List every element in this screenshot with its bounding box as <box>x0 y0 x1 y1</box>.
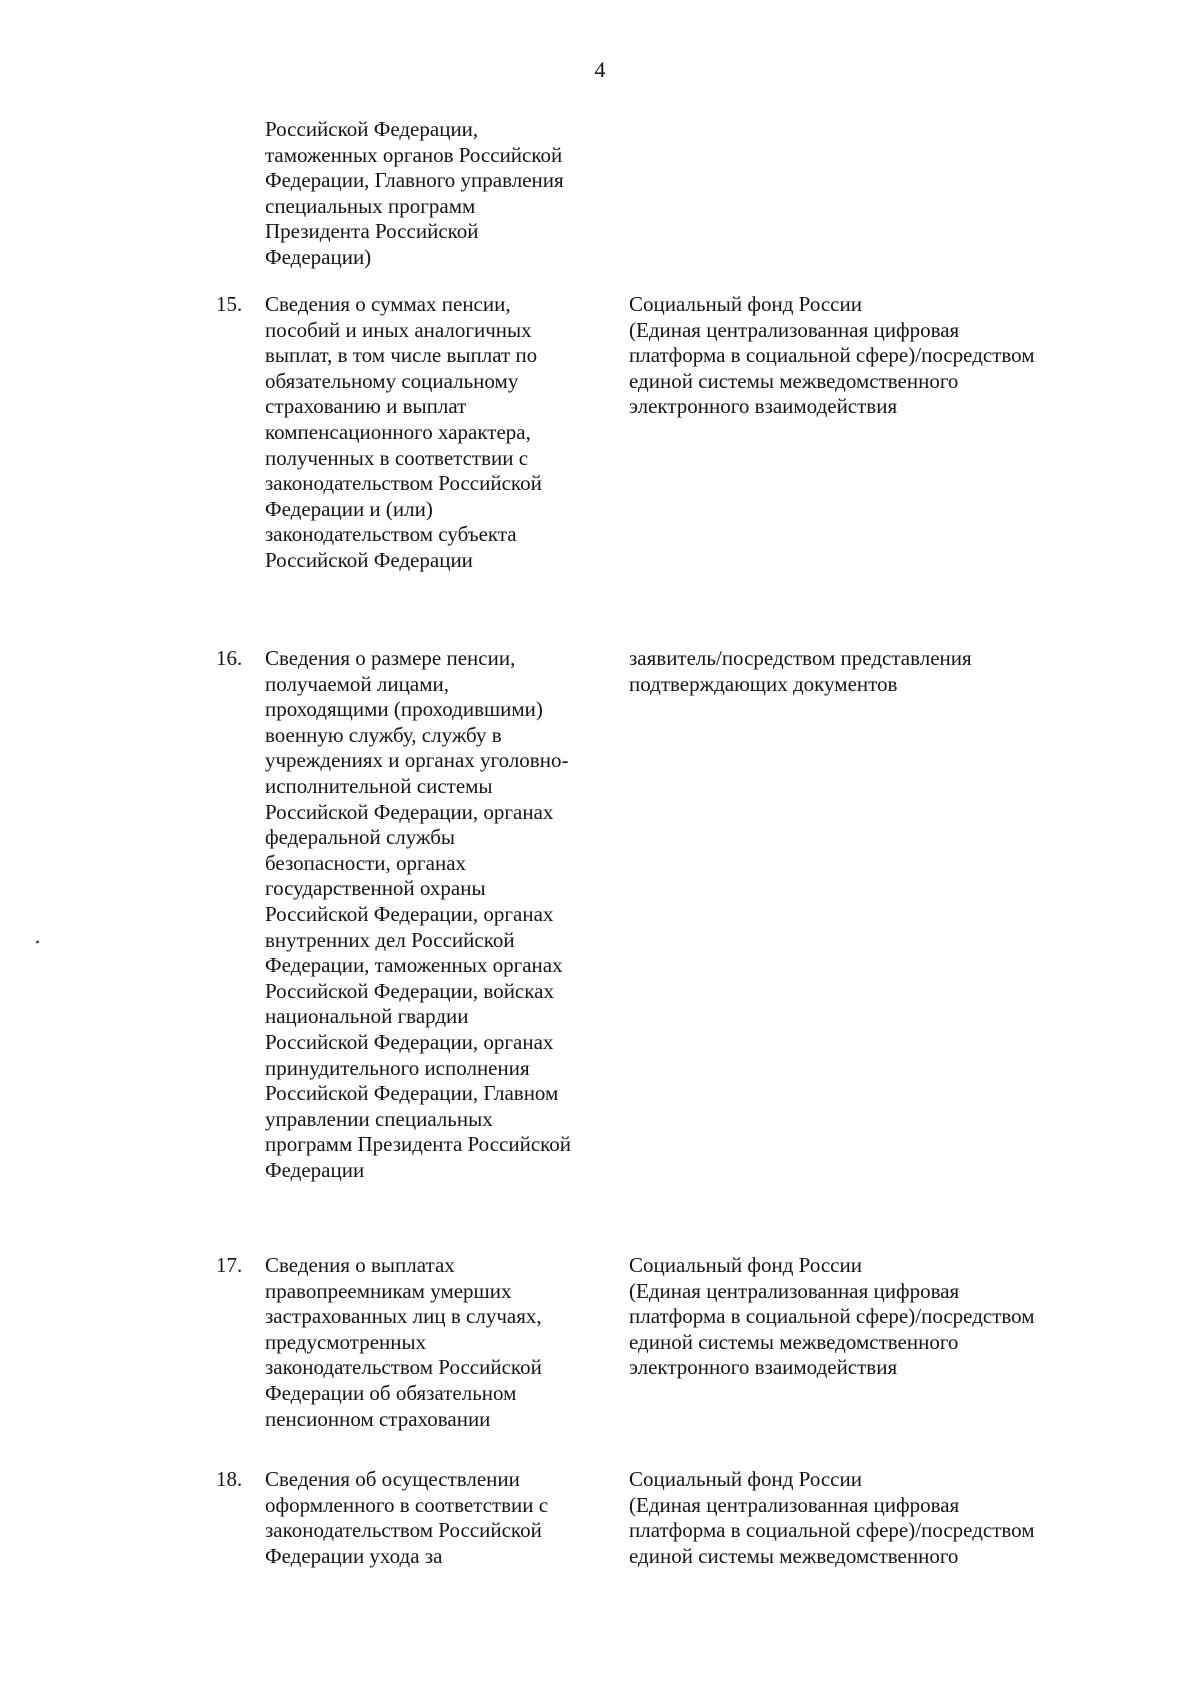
document-description <box>265 646 625 1183</box>
information-source <box>629 1253 1129 1381</box>
document-description <box>265 1253 625 1432</box>
text-line: управлении специальных <box>265 1106 493 1131</box>
text-line: платформа в социальной сфере)/посредством <box>629 343 1035 368</box>
text-line: Социальный фонд России <box>629 1253 862 1277</box>
text-line: Федерации, таможенных органах <box>265 953 563 978</box>
text-line: выплат, в том числе выплат по <box>265 343 538 368</box>
text-line: правопреемникам умерших <box>265 1278 512 1303</box>
text-line: застрахованных лиц в случаях, <box>265 1304 542 1329</box>
text-line: Федерации) <box>265 244 372 269</box>
text-line: учреждениях и органах уголовно- <box>265 748 569 773</box>
information-source <box>629 292 1129 420</box>
document-description <box>265 1467 625 1569</box>
text-line: Российской Федерации, Главном <box>265 1081 559 1106</box>
text-line: получаемой лицами, <box>265 671 449 696</box>
text-line: федеральной службы <box>265 825 455 850</box>
text-line: платформа в социальной сфере)/посредством <box>629 1304 1035 1329</box>
text-line: безопасности, органах <box>265 850 467 875</box>
text-line: платформа в социальной сфере)/посредством <box>629 1518 1035 1543</box>
text-line: Российской Федерации, войсках <box>265 978 554 1003</box>
text-line: внутренних дел Российской <box>265 927 515 952</box>
text-line: специальных программ <box>265 193 476 218</box>
text-line: Социальный фонд России <box>629 1467 862 1491</box>
text-line: обязательному социальному <box>265 368 519 393</box>
text-line: электронного взаимодействия <box>629 394 898 419</box>
text-line: Российской Федерации, органах <box>265 1029 554 1054</box>
item-number: 17. <box>216 1253 243 1277</box>
text-line: Федерации, Главного управления <box>265 168 564 193</box>
information-source <box>629 646 1129 697</box>
document-description <box>265 117 625 271</box>
item-number: 15. <box>216 292 243 316</box>
text-line: (Единая централизованная цифровая <box>629 317 960 342</box>
text-line: Сведения о выплатах <box>265 1253 455 1277</box>
text-line: законодательством Российской <box>265 471 542 496</box>
text-line: полученных в соответствии с <box>265 445 529 470</box>
text-line: заявитель/посредством представления <box>629 646 972 670</box>
text-line: программ Президента Российской <box>265 1132 572 1157</box>
text-line: Федерации <box>265 1157 365 1182</box>
text-line: Сведения о суммах пенсии, <box>265 292 511 316</box>
text-line: пенсионном страховании <box>265 1406 491 1431</box>
text-line: Российской Федерации <box>265 547 473 572</box>
text-line: таможенных органов Российской <box>265 142 563 167</box>
text-line: проходящими (проходившими) <box>265 697 543 722</box>
text-line: компенсационного характера, <box>265 419 531 444</box>
text-line: Социальный фонд России <box>629 292 862 316</box>
text-line: электронного взаимодействия <box>629 1355 898 1380</box>
text-line: единой системы межведомственного <box>629 1329 959 1354</box>
text-line: законодательством Российской <box>265 1355 542 1380</box>
text-line: (Единая централизованная цифровая <box>629 1492 960 1517</box>
text-line: Федерации и (или) <box>265 496 433 521</box>
text-line: оформленного в соответствии с <box>265 1492 549 1517</box>
text-line: военную службу, службу в <box>265 722 502 747</box>
item-number: 16. <box>216 646 243 670</box>
text-line: национальной гвардии <box>265 1004 469 1029</box>
text-line: Сведения о размере пенсии, <box>265 646 516 670</box>
text-line: законодательством Российской <box>265 1518 542 1543</box>
scan-speck <box>36 940 40 943</box>
text-line: Федерации ухода за <box>265 1543 443 1568</box>
text-line: законодательством субъекта <box>265 522 517 547</box>
document-description <box>265 292 625 574</box>
item-number: 18. <box>216 1467 243 1491</box>
text-line: предусмотренных <box>265 1329 427 1354</box>
text-line: Федерации об обязательном <box>265 1380 517 1405</box>
text-line: Сведения об осуществлении <box>265 1467 520 1491</box>
text-line: страхованию и выплат <box>265 394 467 419</box>
text-line: исполнительной системы <box>265 773 493 798</box>
text-line: единой системы межведомственного <box>629 1543 959 1568</box>
text-line: единой системы межведомственного <box>629 368 959 393</box>
text-line: пособий и иных аналогичных <box>265 317 532 342</box>
text-line: Российской Федерации, <box>265 117 479 141</box>
text-line: Российской Федерации, органах <box>265 901 554 926</box>
text-line: принудительного исполнения <box>265 1055 530 1080</box>
information-source <box>629 1467 1129 1569</box>
text-line: (Единая централизованная цифровая <box>629 1278 960 1303</box>
text-line: Российской Федерации, органах <box>265 799 554 824</box>
page-number: 4 <box>594 57 606 82</box>
text-line: Президента Российской <box>265 219 479 244</box>
text-line: государственной охраны <box>265 876 486 901</box>
text-line: подтверждающих документов <box>629 671 898 696</box>
